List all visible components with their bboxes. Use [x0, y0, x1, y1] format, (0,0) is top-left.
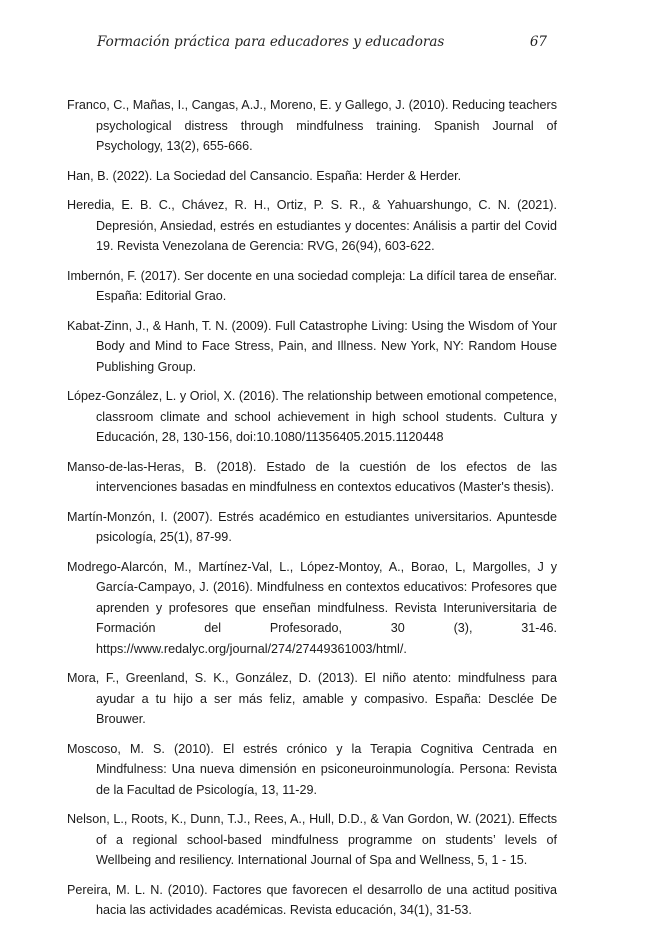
- reference-item: Moscoso, M. S. (2010). El estrés crónico y la Terapia Cognitiva Centrada en Mindfulness: Una nueva dimensión en psiconeuroinmunología. Persona: Revista de la Facultad de Psicología, 13, 11-29.: [67, 741, 557, 797]
- reference-item: Han, B. (2022). La Sociedad del Cansancio. España: Herder & Herder.: [67, 168, 462, 183]
- reference-item: Modrego-Alarcón, M., Martínez-Val, L., López-Montoy, A., Borao, L, Margolles, J y García-Campayo, J. (2016). Mindfulness en contextos educativos: Profesores que aprenden y profesores que enseñan mindfulness. Revista Interuniversitaria de Formación del Profesorado, 30 (3), 31-46. https://www.redalyc.org/journal/274/27449361003/html/.: [67, 559, 557, 656]
- reference-item: Heredia, E. B. C., Chávez, R. H., Ortiz, P. S. R., & Yahuarshungo, C. N. (2021). Depresión, Ansiedad, estrés en estudiantes y docentes: Análisis a partir del Covid 19. Revista Venezolana de Gerencia: RVG, 26(94), 603-622.: [67, 198, 557, 253]
- running-header: [97, 34, 547, 54]
- reference-item: Kabat-Zinn, J., & Hanh, T. N. (2009). Full Catastrophe Living: Using the Wisdom of Your Body and Mind to Face Stress, Pain, and Illness. New York, NY: Random House Publishing Group.: [67, 318, 557, 374]
- reference-item: Manso-de-las-Heras, B. (2018). Estado de la cuestión de los efectos de las intervenciones basadas en mindfulness en contextos educativos (Master's thesis).: [67, 459, 557, 494]
- reference-item: Nelson, L., Roots, K., Dunn, T.J., Rees, A., Hull, D.D., & Van Gordon, W. (2021). Effects of a regional school-based mindfulness programme on students’ levels of Wellbeing and resiliency. International Journal of Spa and Wellness, 5, 1 - 15.: [67, 812, 557, 867]
- reference-item: López-González, L. y Oriol, X. (2016). The relationship between emotional competence, classroom climate and school achievement in high school students. Cultura y Educación, 28, 130-156, doi:10.1080/11356405.2015.1120448: [67, 389, 557, 444]
- reference-item: Martín-Monzón, I. (2007). Estrés académico en estudiantes universitarios. Apuntesde psicología, 25(1), 87-99.: [67, 509, 557, 544]
- running-title: Formación práctica para educadores y educadoras: [97, 34, 445, 50]
- reference-item: Franco, C., Mañas, I., Cangas, A.J., Moreno, E. y Gallego, J. (2010). Reducing teachers psychological distress through mindfulness training. Spanish Journal of Psychology, 13(2), 655-666.: [67, 98, 557, 153]
- reference-item: Imbernón, F. (2017). Ser docente en una sociedad compleja: La difícil tarea de enseñar. España: Editorial Grao.: [67, 268, 557, 303]
- reference-item: Pereira, M. L. N. (2010). Factores que favorecen el desarrollo de una actitud positiva hacia las actividades académicas. Revista educación, 34(1), 31-53.: [67, 882, 557, 917]
- reference-item: Mora, F., Greenland, S. K., González, D. (2013). El niño atento: mindfulness para ayudar a tu hijo a ser más feliz, amable y compasivo. España: Desclée De Brouwer.: [67, 671, 557, 726]
- page-number: 67: [529, 34, 547, 50]
- reference-list: [67, 95, 557, 930]
